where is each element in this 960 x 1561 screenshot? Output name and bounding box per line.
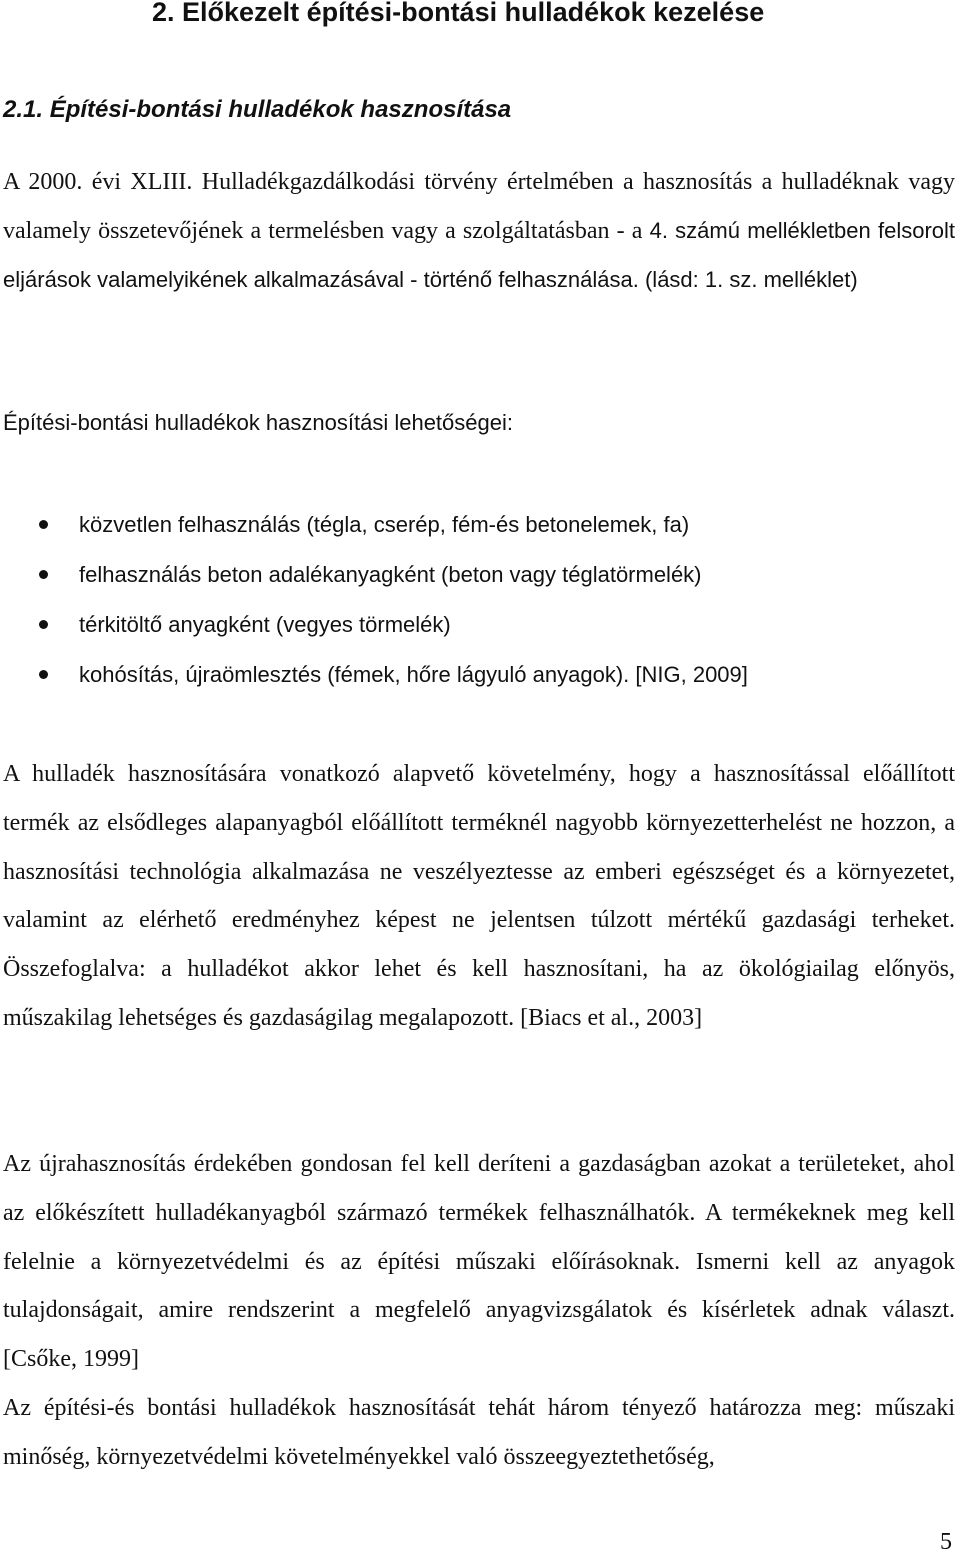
uses-list <box>0 500 960 700</box>
list-item <box>0 550 960 600</box>
page-number: 5 <box>940 1529 952 1555</box>
recycling-paragraph: Az újrahasznosítás érdekében gondosan fel kell deríteni a gazdaságban azokat a területeket, ahol az előkészített hulladékanyagból származó termékek felhasználhatók. A termékeknek meg kell felelnie a környezetvédelmi és az építési műszaki előírásoknak. Ismerni kell az anyagok tulajdonságait, amire rendszerint a megfelelő anyagvizsgálatok és kísérletek adnak választ. [Csőke, 1999] <box>3 1151 955 1372</box>
list-intro: Építési-bontási hulladékok hasznosítási lehetőségei: <box>3 410 513 435</box>
list-item-text: térkitöltő anyagként (vegyes törmelék) <box>79 612 451 637</box>
section-heading: 2. Előkezelt építési-bontási hulladékok kezelése <box>152 0 765 27</box>
subsection-heading: 2.1. Építési-bontási hulladékok hasznosítása <box>3 96 512 123</box>
intro-paragraph <box>3 158 955 304</box>
bullet-icon <box>39 620 48 629</box>
bullet-icon <box>39 520 48 529</box>
list-item-text: kohósítás, újraömlesztés (fémek, hőre lágyuló anyagok). [NIG, 2009] <box>79 662 748 687</box>
factors-paragraph: Az építési-és bontási hulladékok hasznosítását tehát három tényező határozza meg: műszaki minőség, környezetvédelmi követelményekkel való összeegyeztethetőség, <box>3 1395 955 1470</box>
bullet-icon <box>39 670 48 679</box>
list-item-text: felhasználás beton adalékanyagként (beton vagy téglatörmelék) <box>79 562 702 587</box>
list-item <box>0 500 960 550</box>
requirements-paragraph: A hulladék hasznosítására vonatkozó alapvető követelmény, hogy a hasznosítással előállított termék az elsődleges alapanyagból előállított terméknél nagyobb környezetterhelést ne hozzon, a hasznosítási technológia alkalmazása ne veszélyeztesse az emberi egészséget és a környezetet, valamint az elérhető eredményhez képest ne jelentsen túlzott mértékű gazdasági terheket. Összefoglalva: a hulladékot akkor lehet és kell hasznosítani, ha az ökológiailag előnyös, műszakilag lehetséges és gazdaságilag megalapozott. [Biacs et al., 2003] <box>3 761 955 1031</box>
intro-paragraph-continuation: 4. számú mellékletben felsorolt eljárások valamelyikének alkalmazásával - történő felhasználása. (lásd: 1. sz. melléklet) <box>3 217 956 292</box>
intro-paragraph-body: A 2000. évi XLIII. Hulladékgazdálkodási törvény értelmében a hasznosítás a hulladéknak vagy valamely összetevőjének a termelésben vagy a szolgáltatásban - a <box>3 169 955 244</box>
list-item <box>0 600 960 650</box>
bullet-icon <box>39 570 48 579</box>
list-item <box>0 650 960 700</box>
list-item-text: közvetlen felhasználás (tégla, cserép, fém-és betonelemek, fa) <box>79 512 690 537</box>
